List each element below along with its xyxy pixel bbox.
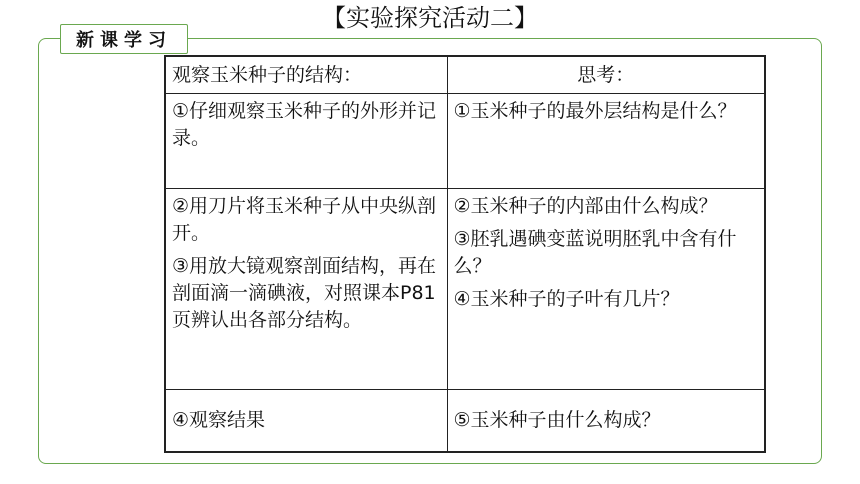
question-text: ③胚乳遇碘变蓝说明胚乳中含有什么？	[453, 227, 737, 277]
step-text: ②用刀片将玉米种子从中央纵剖开。	[172, 194, 437, 244]
activity-table	[164, 55, 766, 453]
step-text: ④观察结果	[172, 409, 266, 432]
header-think: 思考：	[447, 56, 765, 94]
table-row	[165, 94, 765, 189]
section-tag: 新课学习	[60, 24, 188, 54]
question-text: ①玉米种子的最外层结构是什么？	[453, 100, 737, 123]
table-row	[165, 390, 765, 452]
think-cell	[447, 94, 765, 189]
question-text: ②玉米种子的内部由什么构成？	[453, 194, 718, 217]
question-text: ④玉米种子的子叶有几片？	[453, 287, 680, 310]
observe-cell	[165, 390, 447, 452]
header-observe: 观察玉米种子的结构：	[165, 56, 447, 94]
observe-cell	[165, 94, 447, 189]
think-cell	[447, 188, 765, 389]
step-text: ③用放大镜观察剖面结构，再在剖面滴一滴碘液，对照课本P81页辨认出各部分结构。	[172, 254, 437, 331]
question-text: ⑤玉米种子由什么构成？	[453, 409, 661, 432]
observe-cell	[165, 188, 447, 389]
think-cell	[447, 390, 765, 452]
table-row	[165, 188, 765, 389]
slide-title: 【实验探究活动二】	[322, 4, 538, 32]
step-text: ①仔细观察玉米种子的外形并记录。	[172, 100, 437, 150]
table-header-row	[165, 56, 765, 94]
